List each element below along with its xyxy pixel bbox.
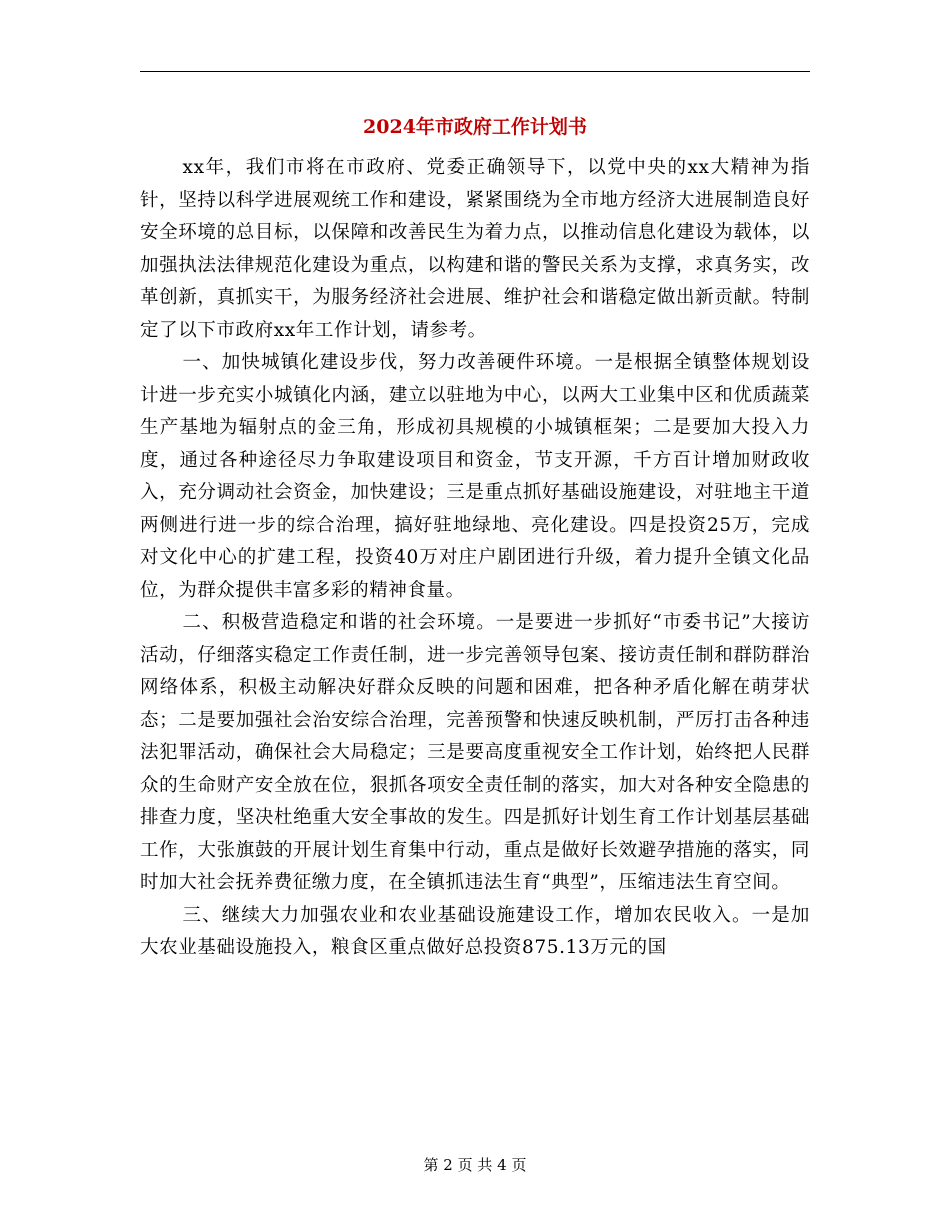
document-body (140, 152, 810, 965)
paragraph-intro: xx年，我们市将在市政府、党委正确领导下，以党中央的xx大精神为指针，坚持以科学进展观统工作和建设，紧紧围绕为全市地方经济大进展制造良好安全环境的总目标，以保障和改善民生为着力点，以推动信息化建设为载体，以加强执法法律规范化建设为重点，以构建和谐的警民关系为支撑，求真务实，改革创新，真抓实干，为服务经济社会进展、维护社会和谐稳定做出新贡献。特制定了以下市政府xx年工作计划，请参考。 (140, 157, 810, 341)
header-rule (140, 71, 810, 72)
paragraph-section-2: 二、积极营造稳定和谐的社会环境。一是要进一步抓好“市委书记”大接访活动，仔细落实稳定工作责任制，进一步完善领导包案、接访责任制和群防群治网络体系，积极主动解决好群众反映的问题和困难，把各种矛盾化解在萌芽状态；二是要加强社会治安综合治理，完善预警和快速反映机制，严厉打击各种违法犯罪活动，确保社会大局稳定；三是要高度重视安全工作计划，始终把人民群众的生命财产安全放在位，狠抓各项安全责任制的落实，加大对各种安全隐患的排查力度，坚决杜绝重大安全事故的发生。四是抓好计划生育工作计划基层基础工作，大张旗鼓的开展计划生育集中行动，重点是做好长效避孕措施的落实，同时加大社会抚养费征缴力度，在全镇抓违法生育“典型”，压缩违法生育空间。 (140, 612, 810, 893)
page-number-label: 第 2 页 共 4 页 (423, 1156, 527, 1174)
paragraph-section-1: 一、加快城镇化建设步伐，努力改善硬件环境。一是根据全镇整体规划设计进一步充实小城镇化内涵，建立以驻地为中心，以两大工业集中区和优质蔬菜生产基地为辐射点的金三角，形成初具规模的小城镇框架；二是要加大投入力度，通过各种途径尽力争取建设项目和资金，节支开源，千方百计增加财政收入，充分调动社会资金，加快建设；三是重点抓好基础设施建设，对驻地主干道两侧进行进一步的综合治理，搞好驻地绿地、亮化建设。四是投资25万，完成对文化中心的扩建工程，投资40万对庄户剧团进行升级，着力提升全镇文化品位，为群众提供丰富多彩的精神食量。 (140, 352, 810, 601)
paragraph-section-3: 三、继续大力加强农业和农业基础设施建设工作，增加农民收入。一是加大农业基础设施投入，粮食区重点做好总投资875.13万元的国 (140, 904, 810, 958)
document-title: 2024年市政府工作计划书 (363, 116, 587, 138)
page-footer (140, 1154, 810, 1176)
